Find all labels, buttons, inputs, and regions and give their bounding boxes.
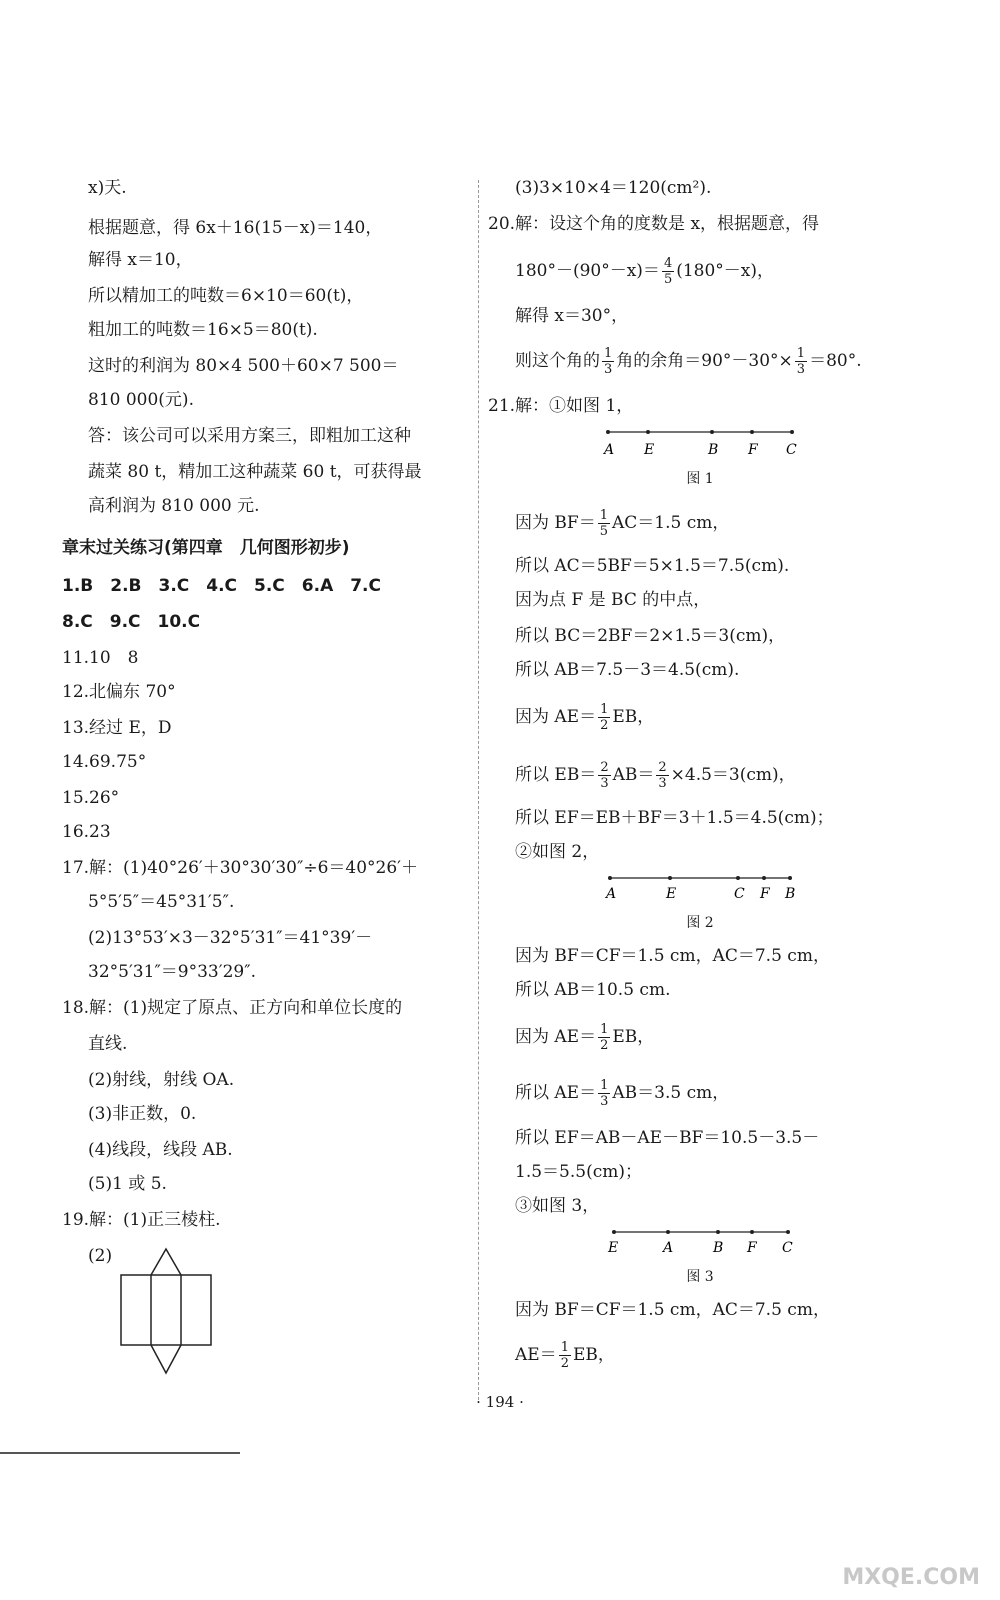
text-line: 解得 x＝10， xyxy=(88,250,193,270)
text-line: 所以 AB＝7.5－3＝4.5(cm). xyxy=(515,660,740,680)
text-line: 810 000(元). xyxy=(88,390,194,410)
answer-line: (4)线段，线段 AB. xyxy=(88,1140,233,1160)
answer-line: 18.解：(1)规定了原点、正方向和单位长度的 xyxy=(62,998,403,1018)
text-line: 所以 AC＝5BF＝5×1.5＝7.5(cm). xyxy=(515,556,790,576)
text-line: 高利润为 810 000 元. xyxy=(88,496,260,516)
answer-line: (2) xyxy=(88,1246,113,1266)
svg-text:A: A xyxy=(604,442,615,458)
answer-line: 1.B 2.B 3.C 4.C 5.C 6.A 7.C xyxy=(62,576,381,596)
svg-text:E: E xyxy=(608,1240,619,1256)
figure-caption: 图 2 xyxy=(686,915,714,931)
column-divider xyxy=(478,180,479,1400)
svg-text:E: E xyxy=(666,886,677,902)
svg-text:B: B xyxy=(713,1240,724,1256)
text-line: 180°－(90°－x)＝ $\frac{4}{5}$ (180°－x)， xyxy=(515,256,775,287)
text-line: 20.解：设这个角的度数是 x，根据题意，得 xyxy=(488,214,820,234)
svg-text:B: B xyxy=(785,886,796,902)
prism-net-figure xyxy=(115,1245,215,1385)
answer-line: 15.26° xyxy=(62,788,120,808)
text-line: 答：该公司可以采用方案三，即粗加工这种 xyxy=(88,426,411,446)
text-line: 所以 EF＝AB－AE－BF＝10.5－3.5－ xyxy=(515,1128,820,1148)
answer-line: 直线. xyxy=(88,1034,128,1054)
text-line: 因为 BF＝ $\frac{1}{5}$ AC＝1.5 cm， xyxy=(515,508,730,539)
text-line: 所以精加工的吨数＝6×10＝60(t)， xyxy=(88,286,364,306)
answer-line: (3)非正数，0. xyxy=(88,1104,197,1124)
text-line: 这时的利润为 80×4 500＋60×7 500＝ xyxy=(88,356,399,376)
answer-line: 19.解：(1)正三棱柱. xyxy=(62,1210,221,1230)
text-line: (3)3×10×4＝120(cm²). xyxy=(515,178,712,198)
text-line: 蔬菜 80 t，精加工这种蔬菜 60 t，可获得最 xyxy=(88,462,422,482)
svg-text:F: F xyxy=(747,1240,757,1256)
answer-line: 8.C 9.C 10.C xyxy=(62,612,201,632)
answer-line: 17.解：(1)40°26′＋30°30′30″÷6＝40°26′＋ xyxy=(62,858,419,878)
text-line: 因为 BF＝CF＝1.5 cm，AC＝7.5 cm， xyxy=(515,946,830,966)
text-line: 所以 EB＝ $\frac{2}{3}$ AB＝ $\frac{2}{3}$ ×4.5＝3(cm)， xyxy=(515,760,796,791)
text-line: 所以 EF＝EB＋BF＝3＋1.5＝4.5(cm)； xyxy=(515,808,834,828)
segment-figure-2 xyxy=(600,870,810,910)
bottom-rule xyxy=(0,1452,240,1454)
answer-line: 14.69.75° xyxy=(62,752,147,772)
text-line: 21.解：①如图 1， xyxy=(488,396,634,416)
svg-text:C: C xyxy=(734,886,745,902)
segment-figure-3 xyxy=(600,1224,810,1264)
text-line: 所以 AE＝ $\frac{1}{3}$ AB＝3.5 cm， xyxy=(515,1078,730,1109)
svg-text:C: C xyxy=(782,1240,793,1256)
text-line: 所以 BC＝2BF＝2×1.5＝3(cm)， xyxy=(515,626,786,646)
page-number: · 194 · xyxy=(476,1393,524,1411)
section-heading: 章末过关练习(第四章 几何图形初步) xyxy=(62,538,350,558)
text-line: 因为点 F 是 BC 的中点， xyxy=(515,590,711,610)
answer-line: 5°5′5″＝45°31′5″. xyxy=(88,892,235,912)
text-line: 粗加工的吨数＝16×5＝80(t). xyxy=(88,320,318,340)
svg-text:B: B xyxy=(708,442,719,458)
text-line: x)天. xyxy=(88,178,127,198)
text-line: 因为 BF＝CF＝1.5 cm，AC＝7.5 cm， xyxy=(515,1300,830,1320)
watermark: MXQE.COM xyxy=(842,1565,980,1590)
text-line: 因为 AE＝ $\frac{1}{2}$ EB， xyxy=(515,1022,655,1053)
text-line: 解得 x＝30°， xyxy=(515,306,629,326)
figure-caption: 图 1 xyxy=(686,471,714,487)
answer-line: (2)13°53′×3－32°5′31″＝41°39′－ xyxy=(88,928,373,948)
svg-text:A: A xyxy=(606,886,617,902)
answer-line: 32°5′31″＝9°33′29″. xyxy=(88,962,256,982)
text-line: 根据题意，得 6x＋16(15－x)＝140， xyxy=(88,218,383,238)
text-line: 1.5＝5.5(cm)； xyxy=(515,1162,642,1182)
text-line: ③如图 3， xyxy=(515,1196,600,1216)
text-line: AE＝ $\frac{1}{2}$ EB， xyxy=(515,1340,615,1371)
segment-figure-1 xyxy=(600,424,810,464)
svg-text:A: A xyxy=(663,1240,674,1256)
svg-text:C: C xyxy=(786,442,797,458)
svg-text:F: F xyxy=(760,886,770,902)
answer-line: 16.23 xyxy=(62,822,111,842)
figure-caption: 图 3 xyxy=(686,1269,714,1285)
answer-line: (5)1 或 5. xyxy=(88,1174,167,1194)
text-line: 所以 AB＝10.5 cm. xyxy=(515,980,671,1000)
answer-line: (2)射线，射线 OA. xyxy=(88,1070,235,1090)
svg-text:E: E xyxy=(644,442,655,458)
text-line: 则这个角的 $\frac{1}{3}$ 角的余角＝90°－30°× $\frac{1}{3}$ ＝80°. xyxy=(515,346,862,377)
text-line: ②如图 2， xyxy=(515,842,600,862)
answer-line: 13.经过 E，D xyxy=(62,718,172,738)
svg-text:F: F xyxy=(748,442,758,458)
answer-line: 12.北偏东 70° xyxy=(62,682,176,702)
answer-line: 11.10 8 xyxy=(62,648,139,668)
text-line: 因为 AE＝ $\frac{1}{2}$ EB， xyxy=(515,702,655,733)
